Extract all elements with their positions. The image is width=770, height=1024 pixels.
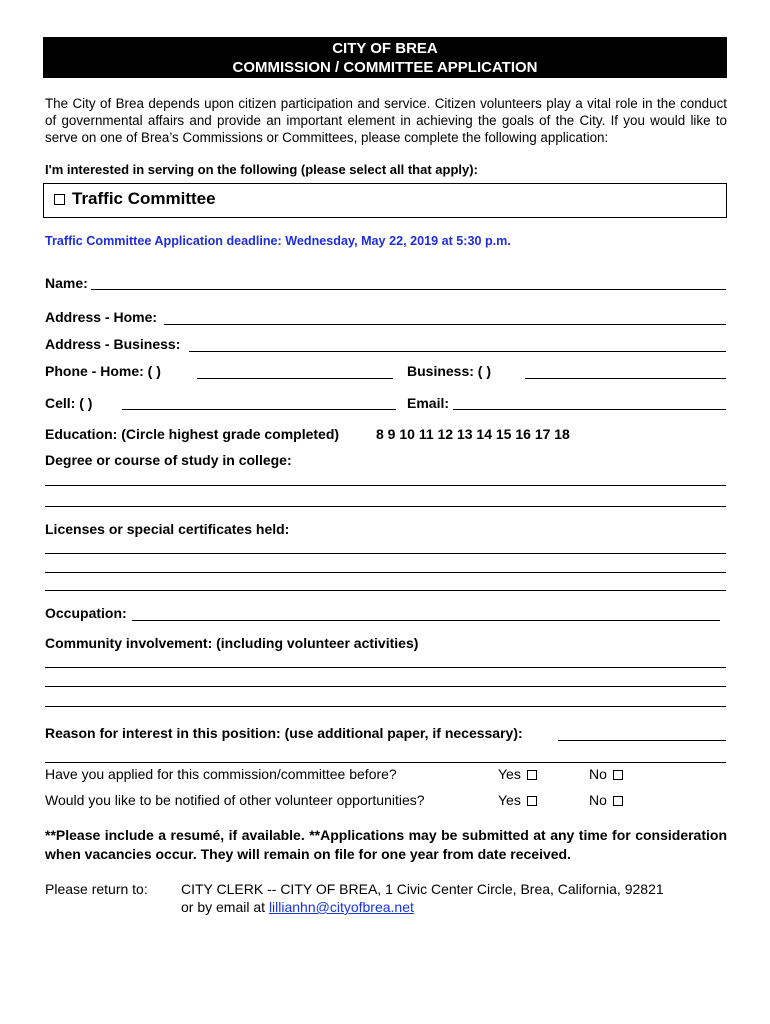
community-label: Community involvement: (including volunteer activities) bbox=[45, 635, 419, 651]
email-label: Email: bbox=[407, 395, 450, 411]
email-prefix: or by email at bbox=[181, 899, 266, 915]
checkbox-icon[interactable] bbox=[613, 770, 623, 780]
community-input-line-1[interactable] bbox=[45, 667, 726, 668]
return-address: CITY CLERK -- CITY OF BREA, 1 Civic Center Circle, Brea, California, 92821 bbox=[181, 881, 664, 897]
name-input-line[interactable] bbox=[91, 289, 726, 290]
form-title-application: COMMISSION / COMMITTEE APPLICATION bbox=[232, 59, 538, 76]
address-business-input-line[interactable] bbox=[189, 351, 726, 352]
resume-note: **Please include a resumé, if available. **Applications may be submitted at any time for consideration when vacancies occur. They will remain on file for one year from date received. bbox=[45, 827, 727, 862]
phone-home-input-line[interactable] bbox=[197, 378, 393, 379]
name-label: Name: bbox=[45, 275, 88, 291]
occupation-input-line[interactable] bbox=[132, 620, 720, 621]
degree-input-line-2[interactable] bbox=[45, 506, 726, 507]
checkbox-icon[interactable] bbox=[527, 796, 537, 806]
question-notify-opportunities: Would you like to be notified of other volunteer opportunities? bbox=[45, 792, 425, 808]
address-home-label: Address - Home: bbox=[45, 309, 158, 325]
education-grades[interactable]: 8 9 10 11 12 13 14 15 16 17 18 bbox=[376, 426, 570, 442]
cell-input-line[interactable] bbox=[122, 409, 396, 410]
notify-yes-option[interactable] bbox=[498, 792, 537, 808]
licenses-input-line-2[interactable] bbox=[45, 572, 726, 573]
degree-input-line-1[interactable] bbox=[45, 485, 726, 486]
committee-selection-box bbox=[43, 183, 727, 218]
business-phone-label: Business: ( ) bbox=[407, 363, 492, 379]
reason-label: Reason for interest in this position: (use additional paper, if necessary): bbox=[45, 725, 523, 741]
occupation-label: Occupation: bbox=[45, 605, 127, 621]
traffic-committee-label: Traffic Committee bbox=[72, 189, 216, 208]
form-title-city: CITY OF BREA bbox=[332, 40, 438, 57]
clerk-email-link[interactable]: lillianhn@cityofbrea.net bbox=[268, 899, 414, 915]
notify-no-option[interactable] bbox=[589, 792, 623, 808]
return-label: Please return to: bbox=[45, 881, 148, 897]
applied-before-no-option[interactable] bbox=[589, 766, 623, 782]
no-label: No bbox=[589, 792, 607, 808]
traffic-committee-checkbox[interactable] bbox=[54, 194, 65, 205]
licenses-label: Licenses or special certificates held: bbox=[45, 521, 290, 537]
form-title-banner bbox=[43, 37, 727, 78]
return-email-line bbox=[181, 899, 414, 915]
address-business-label: Address - Business: bbox=[45, 336, 181, 352]
cell-label: Cell: ( ) bbox=[45, 395, 93, 411]
yes-label: Yes bbox=[498, 792, 521, 808]
address-home-input-line[interactable] bbox=[164, 324, 726, 325]
reason-input-line-1[interactable] bbox=[558, 740, 726, 741]
intro-paragraph: The City of Brea depends upon citizen participation and service. Citizen volunteers play a vital role in the conduct of governmental affairs and provide an important element in achieving the goals of the City. If you would like to serve on one of Brea’s Commissions or Committees, please complete the following application: bbox=[45, 96, 727, 145]
question-applied-before: Have you applied for this commission/committee before? bbox=[45, 766, 397, 782]
degree-label: Degree or course of study in college: bbox=[45, 452, 292, 468]
phone-home-label: Phone - Home: ( ) bbox=[45, 363, 161, 379]
checkbox-icon[interactable] bbox=[527, 770, 537, 780]
deadline-notice: Traffic Committee Application deadline: Wednesday, May 22, 2019 at 5:30 p.m. bbox=[45, 234, 511, 248]
business-phone-input-line[interactable] bbox=[525, 378, 726, 379]
community-input-line-2[interactable] bbox=[45, 686, 726, 687]
licenses-input-line-3[interactable] bbox=[45, 590, 726, 591]
reason-input-line-2[interactable] bbox=[45, 762, 726, 763]
applied-before-yes-option[interactable] bbox=[498, 766, 537, 782]
yes-label: Yes bbox=[498, 766, 521, 782]
email-input-line[interactable] bbox=[453, 409, 726, 410]
licenses-input-line-1[interactable] bbox=[45, 553, 726, 554]
no-label: No bbox=[589, 766, 607, 782]
community-input-line-3[interactable] bbox=[45, 706, 726, 707]
checkbox-icon[interactable] bbox=[613, 796, 623, 806]
interest-prompt: I'm interested in serving on the following (please select all that apply): bbox=[45, 162, 478, 177]
education-label: Education: (Circle highest grade completed) bbox=[45, 426, 340, 442]
